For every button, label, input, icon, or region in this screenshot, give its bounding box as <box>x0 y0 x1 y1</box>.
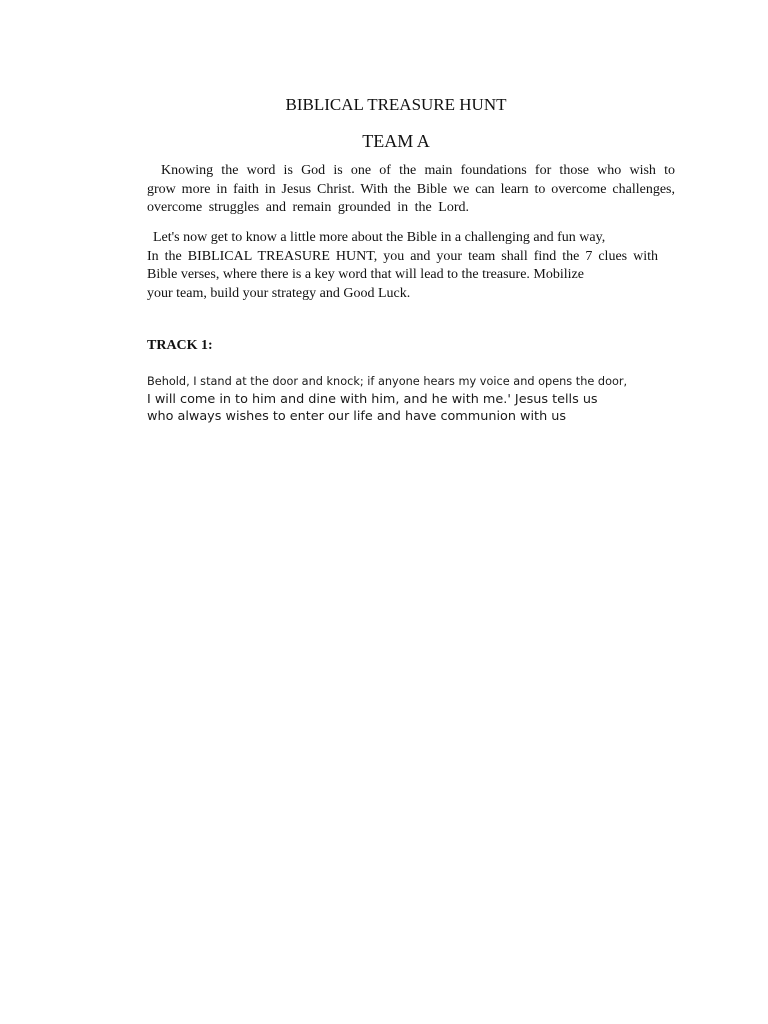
document-subtitle: TEAM A <box>362 131 430 151</box>
second-paragraph-line: Let's now get to know a little more about the Bible in a challenging and fun way, <box>153 230 606 245</box>
second-paragraph-line: In the BIBLICAL TREASURE HUNT, you and your team shall find the 7 clues with <box>147 248 658 264</box>
intro-line: Knowing the word is God is one of the main foundations for those who wish to <box>161 163 675 178</box>
intro-line: overcome struggles and remain grounded in the Lord. <box>147 200 469 215</box>
verse-line: Behold, I stand at the door and knock; if anyone hears my voice and opens the door, <box>147 375 628 388</box>
intro-paragraph <box>147 162 675 218</box>
verse-line: who always wishes to enter our life and have communion with us <box>147 409 567 424</box>
intro-line: grow more in faith in Jesus Christ. With the Bible we can learn to overcome challenges, <box>147 181 675 197</box>
verse-line: I will come in to him and dine with him, and he with me.' Jesus tells us <box>147 392 598 407</box>
second-paragraph-line: your team, build your strategy and Good Luck. <box>147 285 411 301</box>
track-verse <box>147 373 687 425</box>
second-paragraph <box>147 229 675 303</box>
document-title: BIBLICAL TREASURE HUNT <box>285 95 507 114</box>
track-heading: TRACK 1: <box>147 338 213 353</box>
second-paragraph-line: Bible verses, where there is a key word that will lead to the treasure. Mobilize <box>147 267 584 282</box>
